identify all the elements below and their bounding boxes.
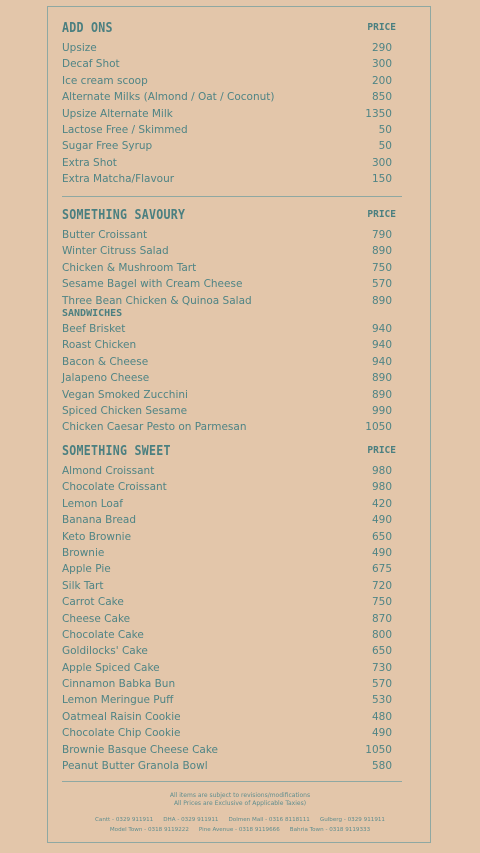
menu-item	[62, 40, 396, 56]
menu-item-name: Sugar Free Syrup	[62, 140, 153, 153]
menu-item-price: 790	[371, 229, 392, 241]
menu-item	[62, 725, 396, 741]
menu-item-price: 50	[378, 140, 392, 153]
menu-item-price: 940	[371, 322, 392, 335]
menu-item-name: Carrot Cake	[62, 596, 124, 609]
menu-item-name: Keto Brownie	[62, 530, 132, 543]
menu-item-price: 990	[371, 404, 392, 417]
sweet-price-label: PRICE	[367, 445, 396, 456]
add-ons-header	[62, 20, 396, 40]
menu-item	[62, 660, 396, 676]
location-contact: Pine Avenue - 0318 9119666	[198, 827, 280, 833]
menu-item	[62, 56, 396, 72]
menu-item-name: Oatmeal Raisin Cookie	[62, 710, 181, 723]
menu-item-name: Vegan Smoked Zucchini	[62, 388, 188, 401]
menu-item-price: 490	[371, 546, 392, 559]
add-ons-section	[62, 20, 396, 188]
menu-item-price: 890	[371, 388, 392, 401]
menu-item-price: 750	[371, 596, 392, 609]
savoury-price-label: PRICE	[367, 209, 396, 220]
menu-item-name: Three Bean Chicken & Quinoa Salad	[62, 294, 252, 307]
menu-item-price: 980	[371, 465, 392, 477]
sweet-list	[62, 463, 396, 774]
sweet-header	[62, 443, 396, 463]
menu-item-price: 800	[371, 628, 392, 641]
menu-item-name: Alternate Milks (Almond / Oat / Coconut)	[62, 91, 275, 104]
footer-locations	[0, 815, 480, 835]
divider	[62, 781, 402, 782]
menu-item-name: Chicken Caesar Pesto on Parmesan	[62, 421, 247, 434]
menu-item-price: 200	[371, 74, 392, 87]
menu-item-price: 1350	[365, 107, 392, 120]
menu-item-name: Beef Brisket	[62, 322, 126, 335]
menu-item-price: 650	[371, 530, 392, 543]
sweet-section	[62, 443, 396, 774]
menu-item-name: Bacon & Cheese	[62, 355, 149, 368]
menu-item-price: 750	[371, 261, 392, 274]
menu-item	[62, 611, 396, 627]
menu-item-name: Extra Shot	[62, 156, 117, 169]
menu-item-price: 940	[371, 339, 392, 352]
menu-item	[62, 496, 396, 512]
menu-item-name: Butter Croissant	[62, 229, 148, 241]
menu-item	[62, 337, 396, 353]
menu-item	[62, 692, 396, 708]
menu-item-name: Banana Bread	[62, 514, 137, 527]
add-ons-price-label: PRICE	[367, 22, 396, 33]
menu-item	[62, 227, 396, 243]
menu-item	[62, 403, 396, 419]
menu-item-price: 570	[371, 278, 392, 291]
menu-item	[62, 387, 396, 403]
menu-item-price: 480	[371, 710, 392, 723]
menu-item	[62, 321, 396, 337]
menu-item-name: Roast Chicken	[62, 339, 137, 352]
menu-item-price: 890	[371, 245, 392, 258]
menu-item	[62, 73, 396, 89]
savoury-section	[62, 207, 396, 436]
menu-item-name: Chicken & Mushroom Tart	[62, 261, 197, 274]
footer-note-taxes: All Prices are Exclusive of Applicable Taxies)	[173, 800, 307, 807]
menu-item	[62, 260, 396, 276]
menu-item-price: 890	[371, 372, 392, 385]
menu-item-name: Ice cream scoop	[62, 74, 148, 87]
add-ons-list	[62, 40, 396, 188]
menu-item-name: Cinnamon Babka Bun	[62, 678, 176, 691]
menu-item-name: Extra Matcha/Flavour	[62, 173, 175, 186]
menu-item-price: 530	[371, 694, 392, 707]
menu-item	[62, 758, 396, 774]
menu-item	[62, 243, 396, 259]
menu-item	[62, 479, 396, 495]
location-contact: Dolmen Mall - 0316 8118111	[228, 817, 310, 823]
sandwiches-title: SANDWICHES	[62, 307, 123, 319]
menu-item-price: 150	[371, 173, 392, 186]
menu-item-price: 290	[371, 42, 392, 54]
menu-item-name: Upsize	[62, 42, 97, 54]
location-contact: DHA - 0329 911911	[163, 817, 219, 823]
menu-item-price: 570	[371, 678, 392, 691]
menu-item	[62, 122, 396, 138]
menu-item-name: Upsize Alternate Milk	[62, 107, 173, 120]
menu-item-name: Jalapeno Cheese	[62, 372, 150, 385]
menu-item	[62, 643, 396, 659]
menu-item	[62, 512, 396, 528]
menu-item-name: Apple Pie	[62, 563, 111, 576]
menu-item-price: 675	[371, 563, 392, 576]
menu-item-name: Goldilocks' Cake	[62, 645, 148, 658]
menu-item	[62, 138, 396, 154]
menu-item-name: Almond Croissant	[62, 465, 155, 477]
menu-item-price: 300	[371, 58, 392, 71]
menu-item-price: 720	[371, 579, 392, 592]
menu-item-price: 580	[371, 760, 392, 773]
menu-item	[62, 155, 396, 171]
menu-item	[62, 293, 396, 309]
sweet-title: SOMETHING SWEET	[62, 443, 171, 459]
menu-item-name: Apple Spiced Cake	[62, 661, 160, 674]
menu-item-name: Sesame Bagel with Cream Cheese	[62, 278, 243, 291]
savoury-title: SOMETHING SAVOURY	[62, 207, 186, 223]
menu-item	[62, 676, 396, 692]
menu-item	[62, 276, 396, 292]
menu-item-price: 890	[371, 294, 392, 307]
menu-item-name: Brownie	[62, 546, 105, 559]
menu-item-name: Cheese Cake	[62, 612, 131, 625]
menu-item-price: 870	[371, 612, 392, 625]
menu-item-name: Lemon Meringue Puff	[62, 694, 174, 707]
menu-item	[62, 89, 396, 105]
menu-item-name: Lemon Loaf	[62, 497, 123, 510]
menu-item-price: 300	[371, 156, 392, 169]
menu-item-name: Chocolate Chip Cookie	[62, 727, 181, 740]
savoury-header	[62, 207, 396, 227]
menu-item-name: Lactose Free / Skimmed	[62, 123, 188, 136]
menu-item-name: Decaf Shot	[62, 58, 120, 71]
footer-notes	[0, 792, 480, 808]
menu-item-name: Silk Tart	[62, 579, 104, 592]
location-contact: Gulberg - 0329 911911	[319, 817, 385, 823]
menu-item	[62, 529, 396, 545]
menu-item	[62, 106, 396, 122]
menu-item-price: 650	[371, 645, 392, 658]
menu-item-name: Spiced Chicken Sesame	[62, 404, 188, 417]
menu-item	[62, 578, 396, 594]
locations-row	[0, 825, 480, 835]
savoury-list	[62, 227, 396, 309]
divider	[62, 196, 402, 197]
menu-item-name: Peanut Butter Granola Bowl	[62, 760, 208, 773]
menu-item	[62, 561, 396, 577]
menu-item	[62, 354, 396, 370]
menu-item-name: Chocolate Croissant	[62, 481, 167, 494]
menu-item-price: 730	[371, 661, 392, 674]
menu-item-price: 1050	[365, 421, 392, 434]
sandwiches-list	[62, 321, 396, 436]
location-contact: Bahria Town - 0318 9119333	[289, 827, 371, 833]
menu-item	[62, 370, 396, 386]
add-ons-title: ADD ONS	[62, 20, 113, 36]
menu-item	[62, 742, 396, 758]
menu-item-price: 1050	[365, 743, 392, 756]
location-contact: Cantt - 0329 911911	[94, 817, 154, 823]
menu-item-price: 490	[371, 514, 392, 527]
menu-item-price: 490	[371, 727, 392, 740]
menu-item-name: Brownie Basque Cheese Cake	[62, 743, 219, 756]
menu-item-price: 50	[378, 123, 392, 136]
menu-item-price: 850	[371, 91, 392, 104]
menu-item	[62, 627, 396, 643]
location-contact: Model Town - 0318 9119222	[109, 827, 189, 833]
menu-item	[62, 594, 396, 610]
menu-item	[62, 419, 396, 435]
menu-item	[62, 709, 396, 725]
menu-item	[62, 171, 396, 187]
footer-note-revisions: All items are subject to revisions/modifications	[169, 792, 311, 799]
menu-item-price: 980	[371, 481, 392, 494]
locations-row	[0, 815, 480, 825]
menu-item	[62, 463, 396, 479]
menu-item	[62, 545, 396, 561]
menu-item-name: Winter Citruss Salad	[62, 245, 169, 258]
menu-item-price: 940	[371, 355, 392, 368]
menu-item-price: 420	[371, 497, 392, 510]
menu-item-name: Chocolate Cake	[62, 628, 144, 641]
